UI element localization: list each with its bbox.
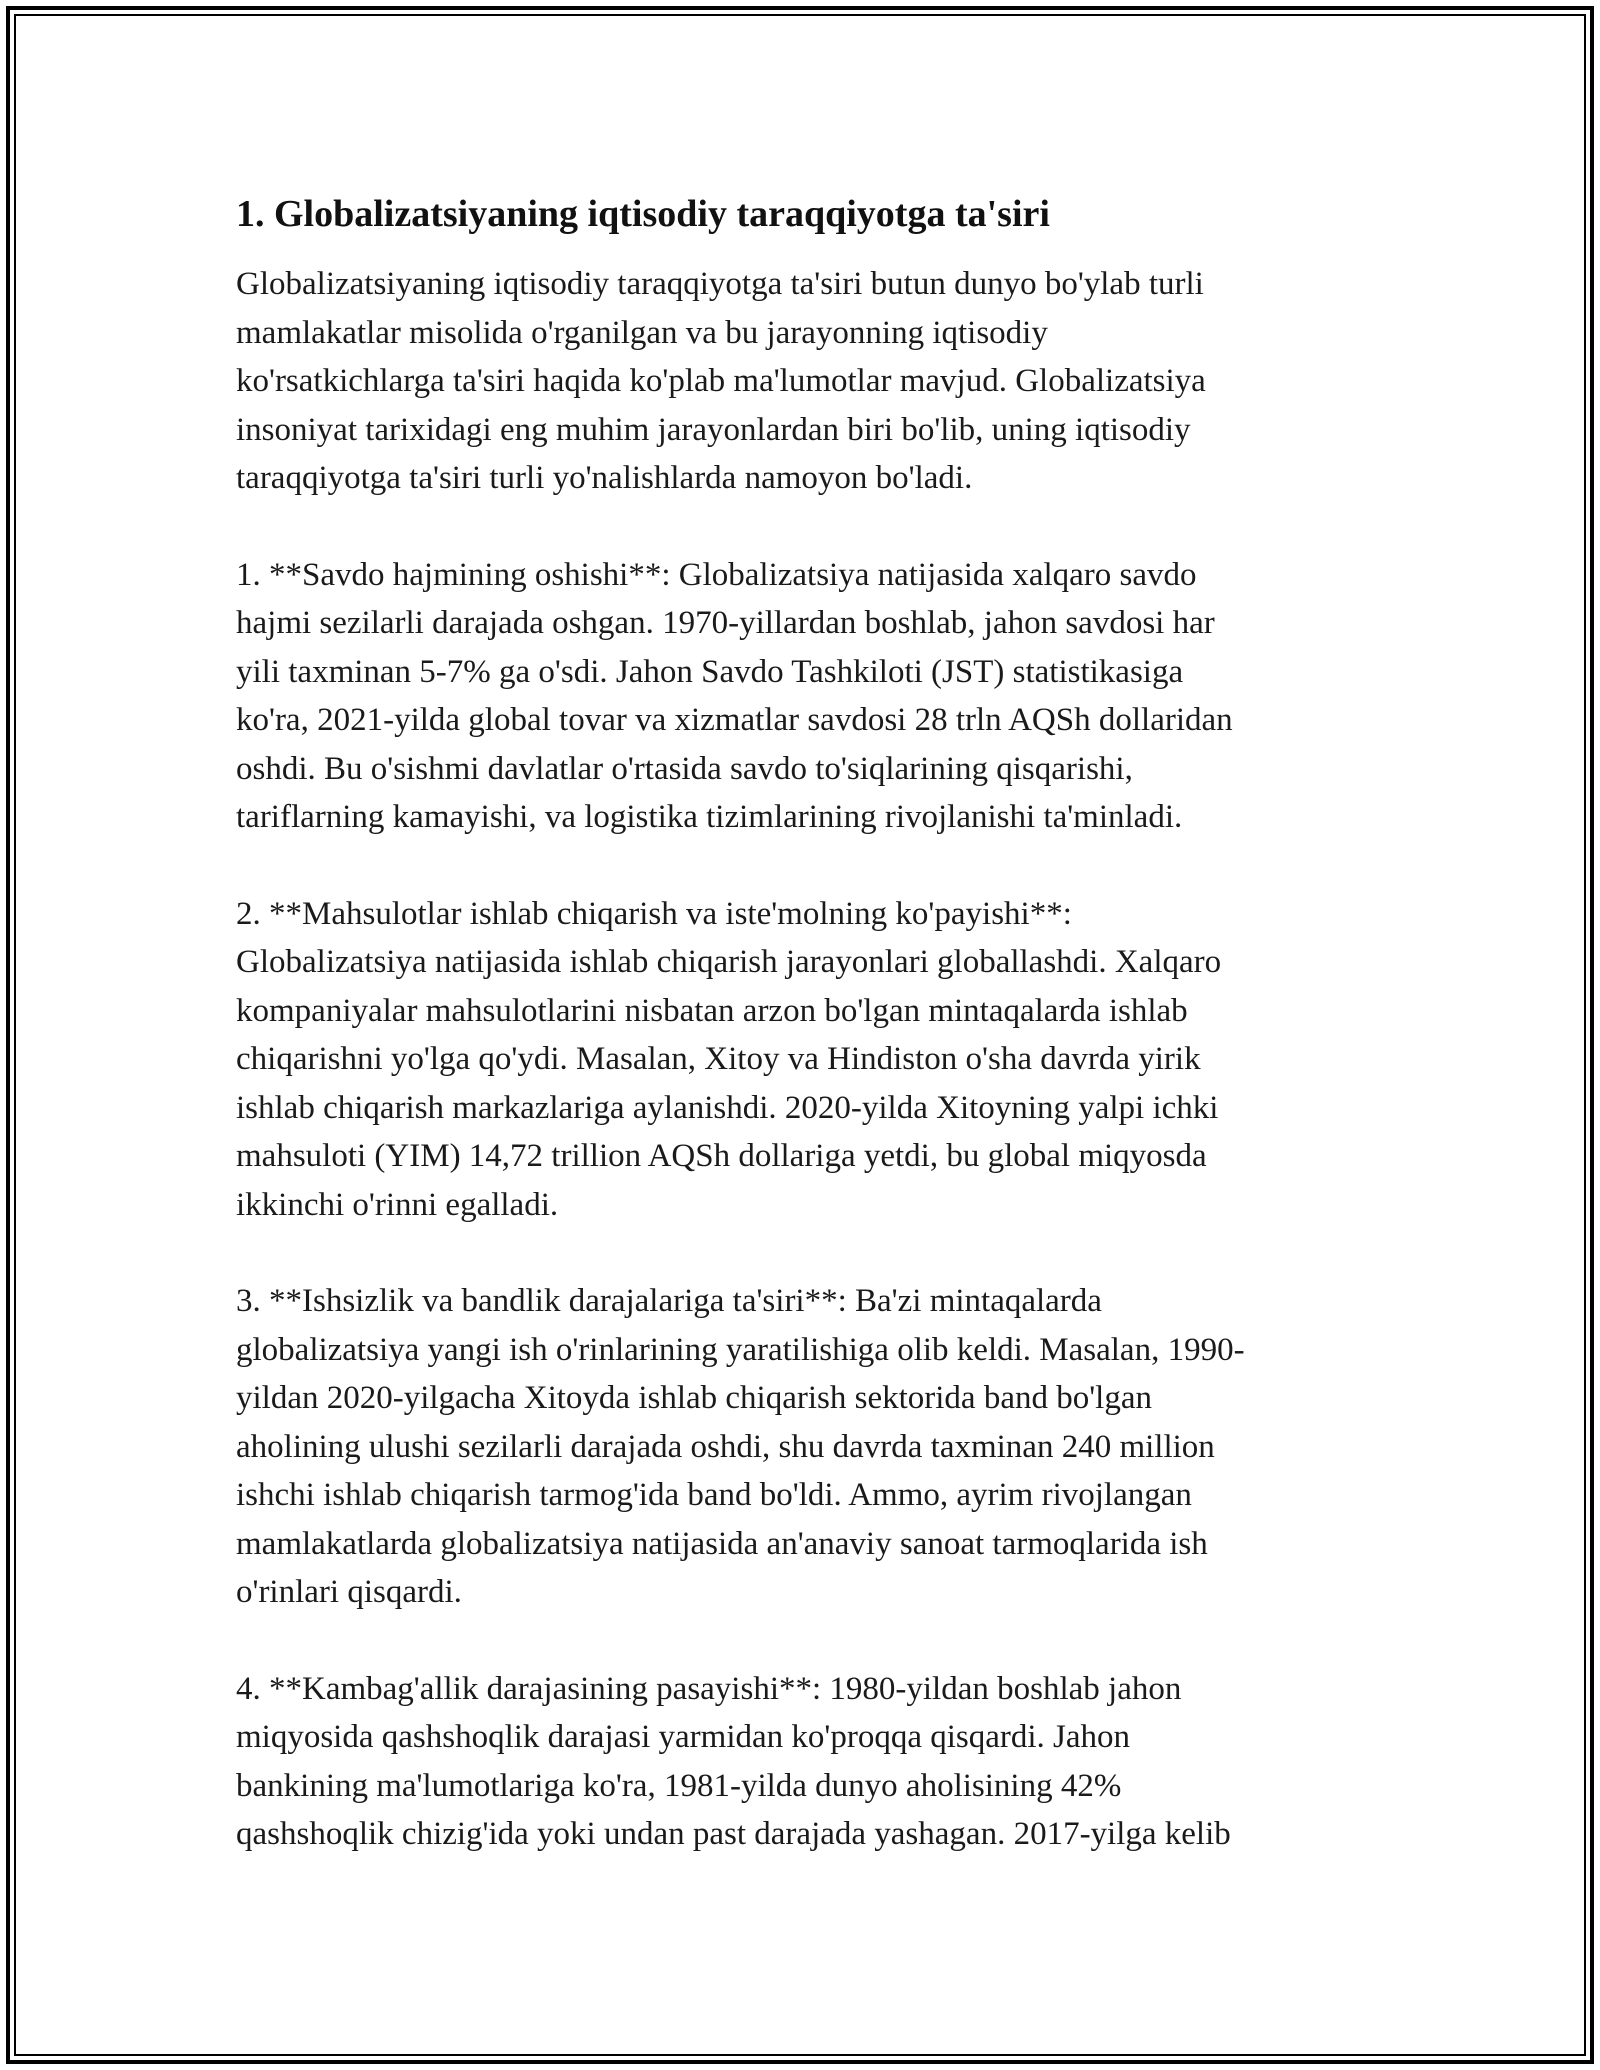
- text-line: mahsuloti (YIM) 14,72 trillion AQSh dollariga yetdi, bu global miqyosda: [236, 1138, 1207, 1174]
- production-paragraph: [236, 890, 1366, 1230]
- text-line: kompaniyalar mahsulotlarini nisbatan arzon bo'lgan mintaqalarda ishlab: [236, 992, 1188, 1029]
- text-line: Globalizatsiyaning iqtisodiy taraqqiyotga ta'siri butun dunyo bo'ylab turli: [236, 266, 1204, 302]
- employment-paragraph: [236, 1277, 1366, 1617]
- text-line: insoniyat tarixidagi eng muhim jarayonlardan biri bo'lib, uning iqtisodiy: [236, 411, 1191, 448]
- text-line: bankining ma'lumotlariga ko'ra, 1981-yilda dunyo aholisining 42%: [236, 1767, 1122, 1804]
- trade-volume-paragraph: [236, 551, 1366, 842]
- text-line: hajmi sezilarli darajada oshgan. 1970-yillardan boshlab, jahon savdosi har: [236, 605, 1215, 641]
- text-line: chiqarishni yo'lga qo'ydi. Masalan, Xitoy va Hindiston o'sha davrda yirik: [236, 1041, 1201, 1077]
- text-line: ko'ra, 2021-yilda global tovar va xizmatlar savdosi 28 trln AQSh dollaridan: [236, 702, 1233, 738]
- section-heading: 1. Globalizatsiyaning iqtisodiy taraqqiyotga ta'siri: [236, 193, 1050, 235]
- text-line: tariflarning kamayishi, va logistika tizimlarining rivojlanishi ta'minladi.: [236, 799, 1183, 835]
- text-line: mamlakatlar misolida o'rganilgan va bu jarayonning iqtisodiy: [236, 314, 1048, 351]
- document-body: [236, 186, 1366, 1907]
- text-line: ishlab chiqarish markazlariga aylanishdi. 2020-yilda Xitoyning yalpi ichki: [236, 1089, 1219, 1126]
- text-line: mamlakatlarda globalizatsiya natijasida an'anaviy sanoat tarmoqlarida ish: [236, 1525, 1208, 1562]
- text-line: ikkinchi o'rinni egalladi.: [236, 1186, 559, 1223]
- text-line: ko'rsatkichlarga ta'siri haqida ko'plab ma'lumotlar mavjud. Globalizatsiya: [236, 363, 1206, 399]
- poverty-paragraph: [236, 1665, 1366, 1859]
- text-line: aholining ulushi sezilarli darajada oshdi, shu davrda taxminan 240 million: [236, 1428, 1215, 1465]
- text-line: 4. **Kambag'allik darajasining pasayishi**: 1980-yildan boshlab jahon: [236, 1670, 1182, 1707]
- text-line: Globalizatsiya natijasida ishlab chiqarish jarayonlari globallashdi. Xalqaro: [236, 944, 1222, 980]
- text-line: ishchi ishlab chiqarish tarmog'ida band bo'ldi. Ammo, ayrim rivojlangan: [236, 1477, 1192, 1513]
- text-line: 2. **Mahsulotlar ishlab chiqarish va iste'molning ko'payishi**:: [236, 895, 1072, 932]
- text-line: 1. **Savdo hajmining oshishi**: Globalizatsiya natijasida xalqaro savdo: [236, 556, 1197, 593]
- text-line: yildan 2020-yilgacha Xitoyda ishlab chiqarish sektorida band bo'lgan: [236, 1380, 1152, 1416]
- text-line: miqyosida qashshoqlik darajasi yarmidan ko'proqqa qisqardi. Jahon: [236, 1719, 1131, 1755]
- text-line: o'rinlari qisqardi.: [236, 1574, 462, 1610]
- text-line: yili taxminan 5-7% ga o'sdi. Jahon Savdo Tashkiloti (JST) statistikasiga: [236, 653, 1184, 690]
- intro-paragraph: [236, 260, 1366, 503]
- text-line: qashshoqlik chizig'ida yoki undan past darajada yashagan. 2017-yilga kelib: [236, 1816, 1231, 1852]
- text-line: oshdi. Bu o'sishmi davlatlar o'rtasida savdo to'siqlarining qisqarishi,: [236, 750, 1133, 787]
- text-line: globalizatsiya yangi ish o'rinlarining yaratilishiga olib keldi. Masalan, 1990-: [236, 1331, 1245, 1368]
- text-line: 3. **Ishsizlik va bandlik darajalariga ta'siri**: Ba'zi mintaqalarda: [236, 1283, 1102, 1319]
- text-line: taraqqiyotga ta'siri turli yo'nalishlarda namoyon bo'ladi.: [236, 460, 973, 496]
